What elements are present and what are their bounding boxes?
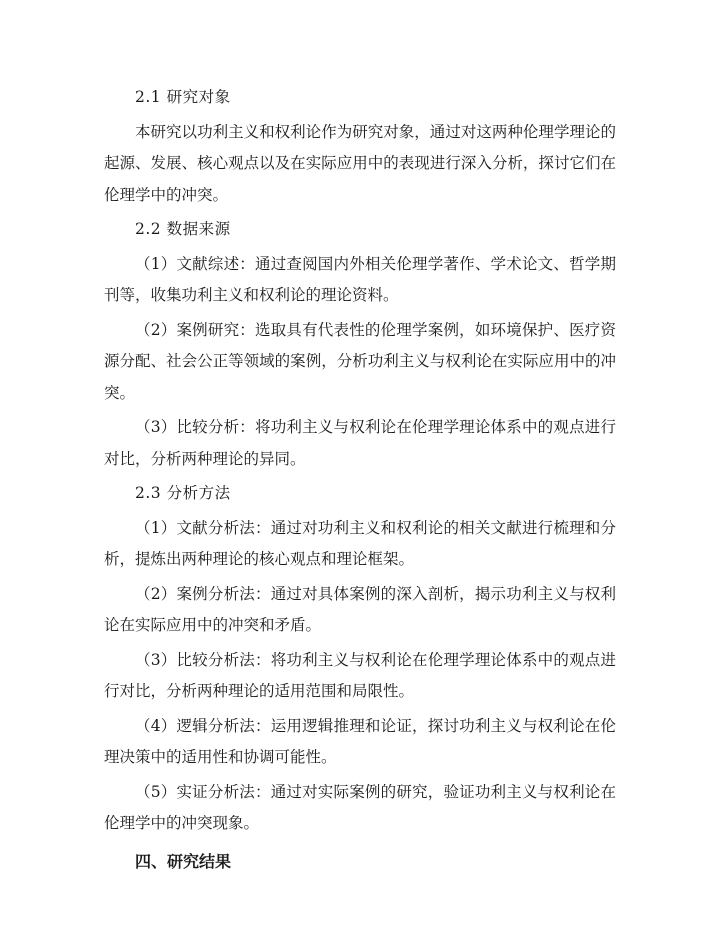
data-source-item-2: （2）案例研究：选取具有代表性的伦理学案例，如环境保护、医疗资源分配、社会公正等领域的案例，分析功利主义与权利论在实际应用中的冲突。 (104, 320, 616, 402)
method-item-3: （3）比较分析法：将功利主义与权利论在伦理学理论体系中的观点进行对比，分析两种理论的适用范围和局限性。 (104, 650, 616, 700)
subsection-heading-2-2: 2.2 数据来源 (135, 220, 231, 238)
method-item-1: （1）文献分析法：通过对功利主义和权利论的相关文献进行梳理和分析，提炼出两种理论的核心观点和理论框架。 (104, 518, 616, 568)
method-item-5: （5）实证分析法：通过对实际案例的研究，验证功利主义与权利论在伦理学中的冲突现象。 (104, 782, 616, 832)
subsection-heading-2-1: 2.1 研究对象 (135, 88, 231, 106)
paragraph-research-object: 本研究以功利主义和权利论作为研究对象，通过对这两种伦理学理论的起源、发展、核心观点以及在实际应用中的表现进行深入分析，探讨它们在伦理学中的冲突。 (104, 122, 616, 204)
data-source-item-1: （1）文献综述：通过查阅国内外相关伦理学著作、学术论文、哲学期刊等，收集功利主义和权利论的理论资料。 (104, 254, 616, 304)
subsection-heading-2-3: 2.3 分析方法 (135, 484, 231, 502)
data-source-item-3: （3）比较分析：将功利主义与权利论在伦理学理论体系中的观点进行对比，分析两种理论的异同。 (104, 418, 616, 468)
section-heading-results: 四、研究结果 (135, 851, 232, 871)
document-body (104, 82, 616, 877)
method-item-2: （2）案例分析法：通过对具体案例的深入剖析，揭示功利主义与权利论在实际应用中的冲突和矛盾。 (104, 584, 616, 634)
method-item-4: （4）逻辑分析法：运用逻辑推理和论证，探讨功利主义与权利论在伦理决策中的适用性和协调可能性。 (104, 716, 616, 766)
